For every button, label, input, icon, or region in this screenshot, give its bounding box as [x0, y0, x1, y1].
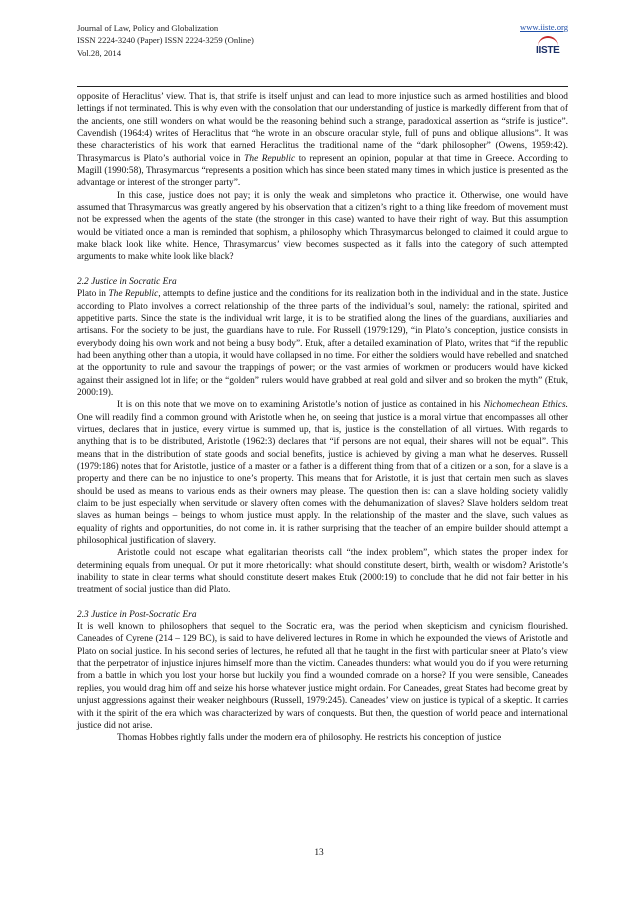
running-header [77, 22, 568, 78]
section-heading-2-2: 2.2 Justice in Socratic Era [77, 276, 177, 287]
header-rule [77, 86, 568, 87]
paragraph: It is well known to philosophers that sequel to the Socratic era, was the period when skepticism and cynicism flourished. Caneades of Cyrene (214 – 129 BC), is said to have delivered lectures in Rome in which he expounded the views of Aristotle and Plato on social justice. In his second series of lectures, he refuted all that he taught in the first with particular sneer at Plato’s view that the perpetrator of injustice injures himself more than the victim. Caneades thunders: what would you do if you were returning from a battle in which you lost your horse but luckily you find a wounded comrade on a horse? If you were sensible, Caneades replies, you would drag him off and seize his horse whatever justice might ordain. For Caneades, great States had become great by unjust aggressions against their weaker neighbours (Russell, 1979:245). Caneades’ view on justice is typical of a skeptic. It carries with it the spirit of the era which was characterized by wars of conquests. But then, the question of world peace and international justice did not arise. [77, 622, 568, 731]
paragraph: Thomas Hobbes rightly falls under the modern era of philosophy. He restricts his conception of justice [117, 733, 502, 744]
iiste-logo [536, 36, 562, 56]
page-number: 13 [314, 848, 324, 858]
paragraph-text: One will readily find a common ground with Aristotle when he, on seeing that justice is a moral virtue that encompasses all other virtues, declares that in justice, every virtue is summed up, that is, justice is the constellation of all virtues. With regards to anything that is to be distributed, Aristotle (1962:3) declares that “if persons are not equal, their shares will not be equal”. This means that in the distribution of state goods and social benefits, justice is achieved by giving a man what he deserves. Russell (1979:186) notes that for Aristotle, justice of a master or a father is a different thing from that of a citizen or a son, for a slave is a property and there can be no injustice to one’s property. This means that for Aristotle, it is just that certain men such as slaves should be used as means to various ends as their owners may please. The question then is: can a slave holding society validly claim to be just especially when servitude or slavery often comes with the dehumanization of slaves? Slave holders seldom treat slaves as human beings – beings to whom justice must apply. In the relationship of the master and the slave, such values as equality of rights and opportunities, do not come in. it is rather surprising that the teacher of an empire builder should attempt a philosophical justification of slavery. [77, 412, 568, 547]
paragraph [77, 399, 568, 547]
paragraph-text: to represent an opinion, popular at that time in Greece. According to Magill (1990:58), Thrasymarcus “represents a position which has since been stated many times in which justice is presented as the advantage or interest of the stronger party”. [77, 153, 568, 189]
paragraph-text: attempts to define justice and the conditions for its realization both in the individual and in the state. Justice according to Plato involves a correct relationship of the three parts of the individual’s soul, namely: the rational, spirited and appetitive parts. Since the state is the individual writ large, it is to be stratified along the lines of the guardians, auxiliaries and artisans. For the society to be just, the guardians have to rule. For Russell (1979:129), “in Plato’s conception, justice consists in everybody doing his own work and not being a busy body”. Etuk, after a detailed examination of Plato, writes that “if the republic had been anything other than a utopia, it would have collapsed in no time. For either the soldiers would have rebelled and snatched at the opportunity to rule and savour the trappings of power; or the vast armies of workmen or producers would have kicked against their assigned lot in life; or the “golden” rulers would have grabbed at real gold and silver and so broken the myth” (Etuk, 2000:19). [77, 289, 569, 398]
paragraph: Aristotle could not escape what egalitarian theorists call “the index problem”, which states the proper index for determining equals from unequal. Or put it more rhetorically: what should constitute desert, birth, wealth or wisdom? Aristotle’s inability to state in clear terms what should constitute desert makes Etuk (2000:19) to conclude that he did not fair better in his treatment of social justice than did Plato. [77, 548, 568, 596]
logo-text: IISTE [536, 45, 560, 56]
italic-title: The Republic [244, 153, 296, 164]
paragraph [77, 91, 568, 190]
italic-title: Nichomechean Ethics. [483, 400, 569, 411]
italic-title: The Republic, [108, 289, 161, 300]
section-heading-2-3: 2.3 Justice in Post-Socratic Era [77, 609, 197, 620]
paragraph-text: opposite of Heraclitus’ view. That is, that strife is itself unjust and can lead to more injustice such as armed hostilities and blood lettings if not terminated. This is why even with the consolation that our understanding of justice is markedly different from that of the ancients, one still wonders on what would be the reasoning behind such a strange, paradoxical assertion as “strife is justice”. Cavendish (1964:4) writes of Heraclitus that “he wrote in an obscure oracular style, full of puns and oblique allusions”. It was these characteristics of his work that earned Heraclitus the traditional name of the “dark philosopher” (Owens, 1959:42). Thrasymarcus is Plato’s authorial voice in [77, 92, 568, 164]
volume-line: Vol.28, 2014 [77, 47, 122, 58]
body-text [77, 91, 568, 745]
journal-url-link[interactable]: www.iiste.org [520, 22, 568, 32]
paragraph-text: Plato in [77, 289, 106, 300]
journal-title: Journal of Law, Policy and Globalization [77, 23, 219, 33]
paragraph: In this case, justice does not pay; it is only the weak and simpletons who practice it. Otherwise, one would have assumed that Thrasymarcus was greatly angered by his observation that a citizen’s right to a thing like freedom of movement must not be expressed when the agents of the state (the stronger in this case) wanted to have their right of way. But this assumption would be vitiated once a man is reminded that sophism, a philosophy which Thrasymarcus belonged to claimed it could argue to make black look like white. Hence, Thrasymarcus’ view becomes suspected as it falls into the category of such attempted arguments to make white look like black? [77, 190, 568, 263]
issn-line: ISSN 2224-3240 (Paper) ISSN 2224-3259 (Online) [77, 35, 254, 46]
paragraph [77, 288, 568, 399]
paragraph-text: It is on this note that we move on to examining Aristotle’s notion of justice as contained in his [117, 400, 481, 411]
